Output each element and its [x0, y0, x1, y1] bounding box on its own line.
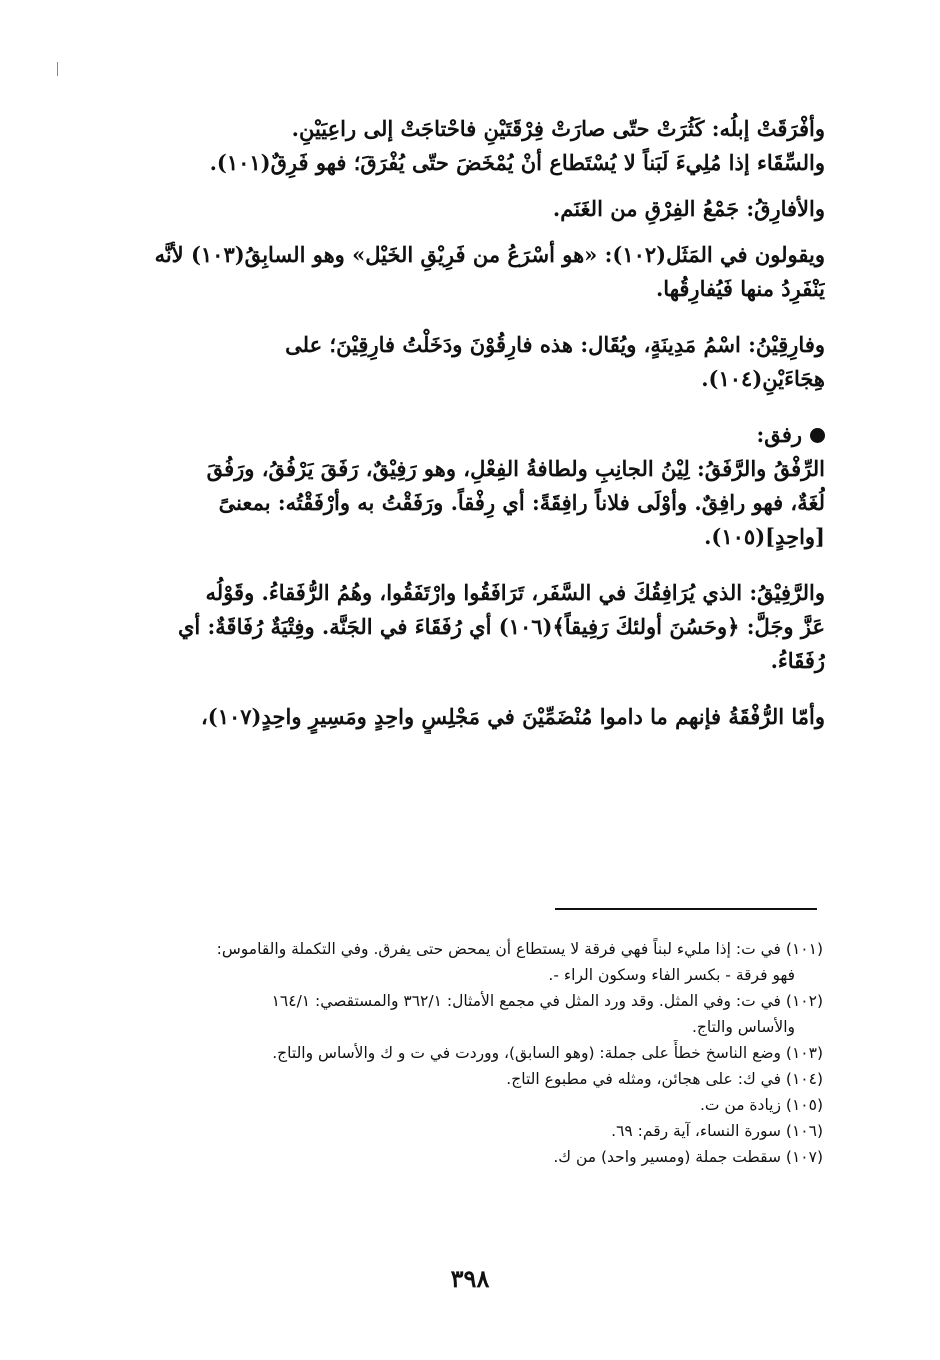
footnote: (١٠٧) سقطت جملة (ومسير واحد) من ك.	[553, 1148, 823, 1166]
body-line: والأفارِقُ: جَمْعُ الفِرْقِ من الغَنَم.	[552, 196, 825, 221]
footnote-separator	[555, 908, 817, 910]
body-line: هِجَاءَيْنِ(١٠٤).	[701, 366, 825, 391]
body-line: لُغَةٌ، فهو رافِقٌ. وأوْلَى فلاناً رافِقَةً: أي رِفْقاً. ورَفَقْتُ به وأرْفَقْتُه: بمعنىً	[218, 490, 825, 515]
body-line: وأفْرَقَتْ إبلُه: كَثُرَتْ حتّى صارَتْ فِرْقَتَيْنِ فاحْتاجَتْ إلى راعِيَيْنِ.	[291, 116, 825, 141]
body-line: وفارِقِيْنُ: اسْمُ مَدِينَةٍ، ويُقَال: هذه فارِقُوْنَ ودَخَلْتُ فارِقِيْنَ؛ على	[285, 332, 825, 357]
body-line: والرَّفِيْقُ: الذي يُرَافِقُكَ في السَّفَر، تَرَافَقُوا وارْتَفَقُوا، وهُمُ الرُّفَقاءُ. وقَوْلُه	[205, 580, 825, 605]
footnote: (١٠٢) في ت: وفي المثل. وقد ورد المثل في مجمع الأمثال: ٣٦٢/١ والمستقصي: ١٦٤/١	[271, 992, 823, 1010]
footnote: (١٠٤) في ك: على هجائن، ومثله في مطبوع التاج.	[506, 1070, 823, 1088]
footnote-continuation: فهو فرقة - بكسر الفاء وسكون الراء -.	[548, 966, 795, 984]
body-line: يَنْفَرِدُ منها فَيُفارِقُها.	[656, 276, 825, 301]
footnotes	[95, 936, 823, 1170]
body-line: ويقولون في المَثَل(١٠٢): «هو أسْرَعُ من فَرِيْقِ الخَيْل» وهو السابِقُ(١٠٣) لأنَّه	[154, 242, 825, 267]
body-line: عَزَّ وجَلَّ: ﴿وحَسُنَ أولئكَ رَفِيقاً﴾(١٠٦) أي رُفَقَاءَ في الجَنَّة. وفِتْيَةٌ رُفَاقَةٌ: أي	[177, 614, 825, 639]
footnote-continuation: والأساس والتاج.	[691, 1018, 795, 1036]
entry-heading	[95, 418, 825, 452]
body-line: الرِّفْقُ والرَّفَقُ: لِيْنُ الجانِبِ ولطافةُ الفِعْلِ، وهو رَفِيْقٌ، رَفَقَ يَرْفُقُ، ورَفُقَ	[206, 456, 825, 481]
body-line: وأمّا الرُّفْقَةُ فإنهم ما داموا مُنْضَمِّيْنَ في مَجْلِسٍ واحِدٍ ومَسِيرٍ واحِدٍ(١٠٧)،	[200, 704, 825, 729]
body-line: والسِّقَاء إذا مُلِيءَ لَبَناً لا يُسْتَطاع أنْ يُمْخَضَ حتّى يُفْرَقَ؛ فهو فَرِقٌ(١٠١).	[209, 150, 825, 175]
bullet-icon	[810, 428, 825, 443]
footnote: (١٠٦) سورة النساء، آية رقم: ٦٩.	[611, 1122, 823, 1140]
footnote: (١٠٣) وضع الناسخ خطأً على جملة: (وهو السابق)، ووردت في ت و ك والأساس والتاج.	[272, 1044, 823, 1062]
footnote: (١٠٥) زيادة من ت.	[699, 1096, 823, 1114]
margin-mark	[57, 62, 58, 76]
main-text	[95, 112, 825, 734]
body-line: رُفَقَاءُ.	[770, 648, 825, 673]
entry-heading-label: رفق:	[756, 422, 802, 447]
page-number: ٣٩٨	[450, 1264, 490, 1293]
footnote: (١٠١) في ت: إذا مليء لبناً فهي فرقة لا يستطاع أن يمحض حتى يفرق. وفي التكملة والقاموس:	[216, 940, 823, 958]
body-line: [واحِدٍ](١٠٥).	[704, 524, 825, 549]
